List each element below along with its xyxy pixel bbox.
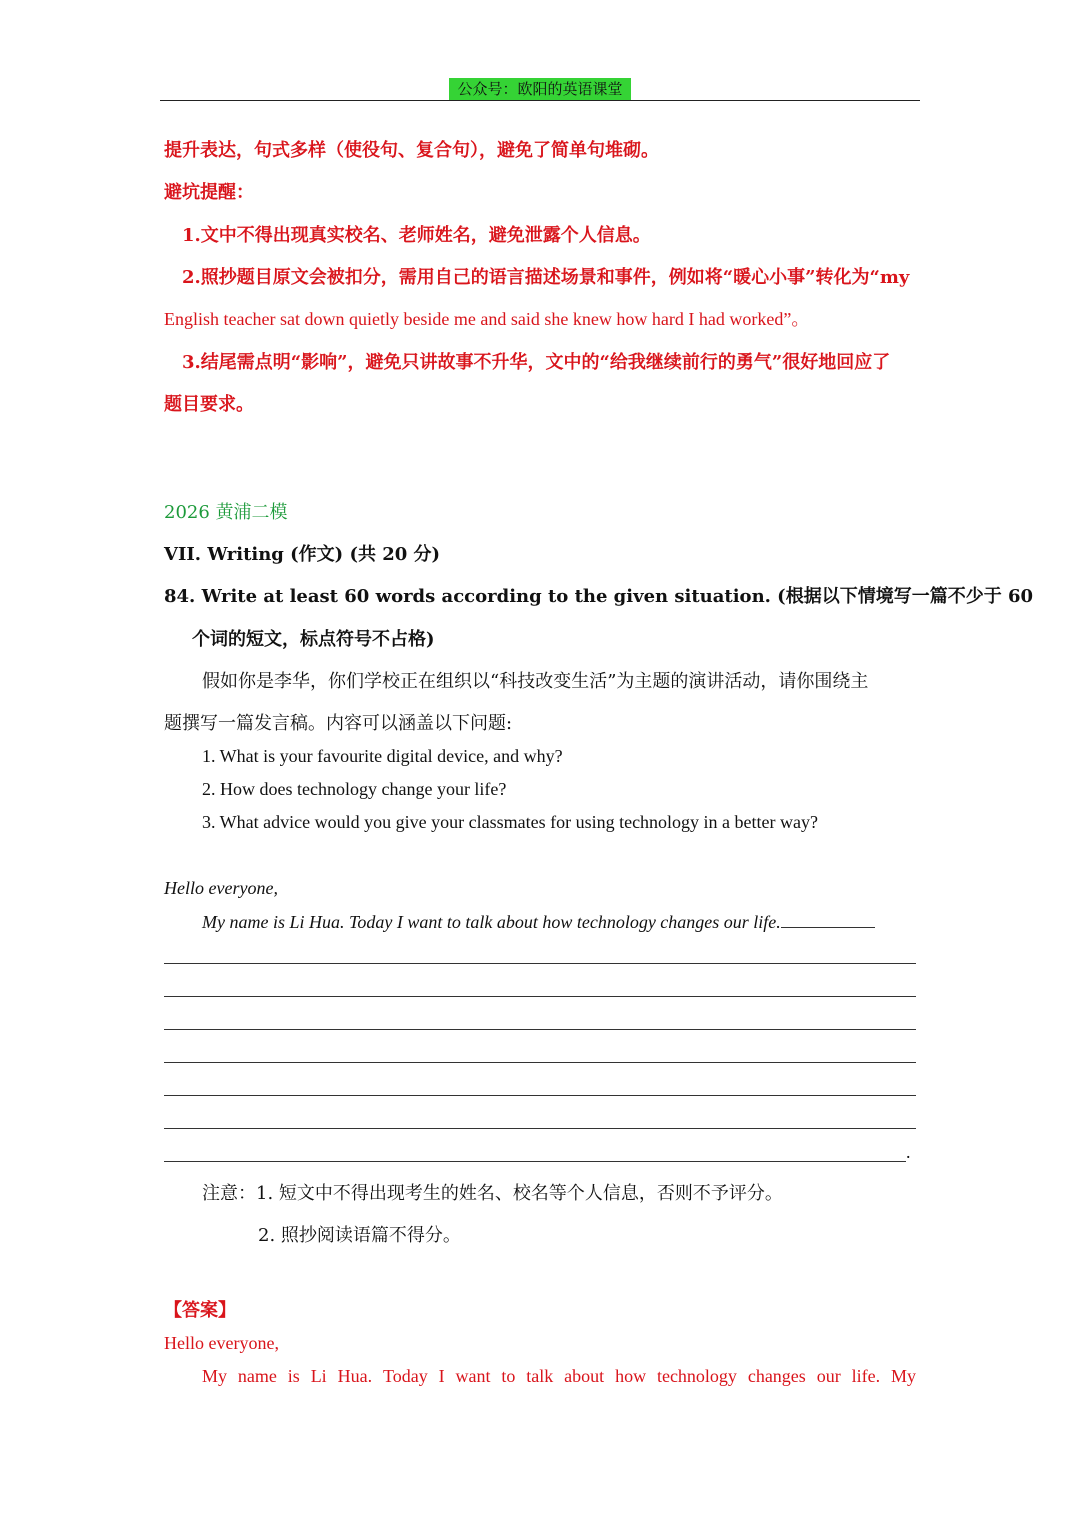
section-title: VII. Writing (作文) (共 20 分) — [164, 544, 441, 565]
tip-3-line-1: 3.结尾需点明“影响”，避免只讲故事不升华，文中的“给我继续前行的勇气”很好地回应了 — [182, 352, 891, 373]
guide-question-3: 3. What advice would you give your classmates for using technology in a better way? — [202, 812, 818, 832]
header-rule — [160, 100, 920, 101]
tip-1: 1.文中不得出现真实校名、老师姓名，避免泄露个人信息。 — [182, 225, 651, 246]
note-1: 1. 短文中不得出现考生的姓名、校名等个人信息，否则不予评分。 — [256, 1183, 783, 1204]
note-line-1 — [202, 1179, 783, 1205]
answer-word: Hua. — [337, 1366, 373, 1386]
writing-line — [164, 996, 916, 997]
pitfall-title: 避坑提醒： — [164, 182, 254, 203]
template-opening-text: My name is Li Hua. Today I want to talk about how technology changes our life. — [202, 912, 781, 932]
prompt-line-2: 题撰写一篇发言稿。内容可以涵盖以下问题: — [164, 713, 513, 734]
writing-line-last — [164, 1161, 906, 1162]
answer-word: I — [438, 1366, 445, 1386]
answer-word: about — [564, 1366, 605, 1386]
answer-label: 【答案】 — [164, 1300, 236, 1321]
answer-opening-line — [202, 1366, 916, 1387]
tip-2-line-2: English teacher sat down quietly beside me and said she knew how hard I had worked”。 — [164, 309, 810, 329]
answer-word: My — [202, 1366, 228, 1386]
guide-question-1: 1. What is your favourite digital device, and why? — [202, 746, 563, 766]
question-line-2: 个词的短文，标点符号不占格) — [192, 629, 435, 650]
writing-line — [164, 1095, 916, 1096]
writing-line — [164, 963, 916, 964]
writing-blank-start — [781, 911, 875, 928]
question-line-1: 84. Write at least 60 words according to the given situation. (根据以下情境写一篇不少于 60 — [164, 586, 1034, 607]
note-2: 2. 照抄阅读语篇不得分。 — [258, 1225, 461, 1246]
answer-word: changes — [747, 1366, 806, 1386]
prompt-line-1: 假如你是李华，你们学校正在组织以“科技改变生活”为主题的演讲活动，请你围绕主 — [202, 671, 869, 692]
answer-word: talk — [526, 1366, 554, 1386]
tip-3-line-2: 题目要求。 — [164, 394, 254, 415]
answer-word: Today — [382, 1366, 428, 1386]
header-account-tag: 公众号：欧阳的英语课堂 — [449, 78, 631, 100]
tip-2-line-1: 2.照抄题目原文会被扣分，需用自己的语言描述场景和事件，例如将“暖心小事”转化为“my — [182, 267, 910, 288]
template-greeting: Hello everyone, — [164, 878, 278, 898]
exam-source: 2026 黄浦二模 — [164, 502, 288, 523]
answer-word: our — [816, 1366, 841, 1386]
writing-line — [164, 1128, 916, 1129]
answer-word: how — [615, 1366, 647, 1386]
answer-word: Li — [310, 1366, 327, 1386]
template-opening — [202, 911, 875, 933]
answer-word: My — [890, 1366, 916, 1386]
guide-question-2: 2. How does technology change your life? — [202, 779, 507, 799]
answer-word: technology — [656, 1366, 737, 1386]
note-label: 注意： — [202, 1183, 256, 1204]
writing-line — [164, 1029, 916, 1030]
answer-word: life. — [851, 1366, 881, 1386]
writing-line — [164, 1062, 916, 1063]
answer-word: to — [501, 1366, 516, 1386]
summary-line: 提升表达，句式多样（使役句、复合句），避免了简单句堆砌。 — [164, 140, 659, 161]
writing-end-dot: . — [906, 1142, 911, 1162]
answer-word: name — [237, 1366, 277, 1386]
answer-greeting: Hello everyone, — [164, 1333, 279, 1353]
answer-word: is — [287, 1366, 300, 1386]
answer-word: want — [455, 1366, 491, 1386]
